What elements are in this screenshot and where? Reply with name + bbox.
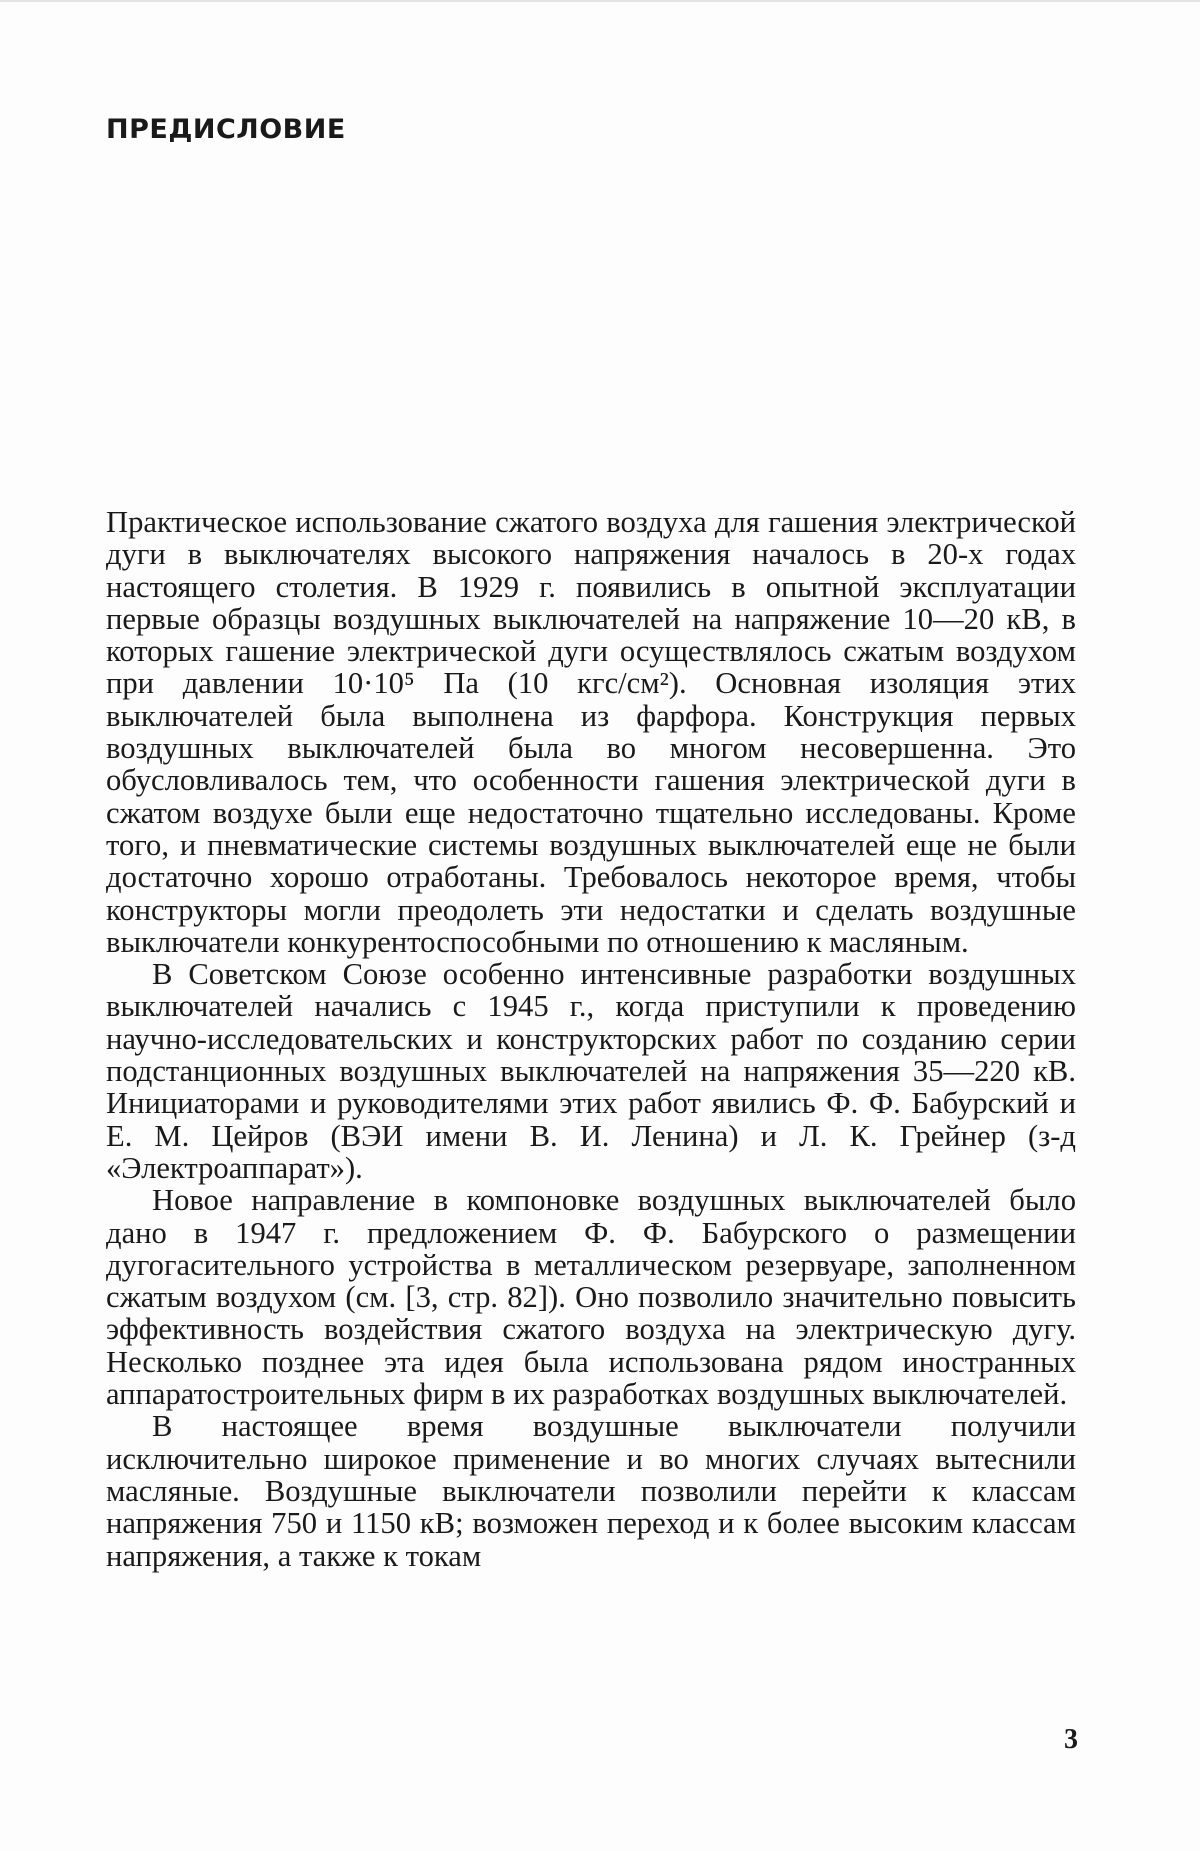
paragraph: В Советском Союзе особенно интенсивные разработки воздушных выключателей начались с 1945 г., когда приступили к проведению научно-исследовательских и конструкторских работ по созданию серии подстанционных воздушных выключателей на напряжения 35—220 кВ. Инициаторами и руководителями этих работ явились Ф. Ф. Бабурский и Е. М. Цейров (ВЭИ имени В. И. Ленина) и Л. К. Грейнер (з-д «Электроаппарат»).	[106, 957, 1076, 1185]
paragraph: Новое направление в компоновке воздушных выключателей было дано в 1947 г. предложением Ф. Ф. Бабурского о размещении дугогасительного устройства в металлическом резервуаре, заполненном сжатым воздухом (см. [3, стр. 82]). Оно позволило значительно повысить эффективность воздействия сжатого воздуха на электрическую дугу. Несколько позднее эта идея была использована рядом иностранных аппаратостроительных фирм в их разработках воздушных выключателей.	[106, 1183, 1076, 1412]
page-heading: ПРЕДИСЛОВИЕ	[106, 114, 346, 145]
paragraph: Практическое использование сжатого воздуха для гашения электрической дуги в выключателях высокого напряжения началось в 20-х годах настоящего столетия. В 1929 г. появились в опытной эксплуатации первые образцы воздушных выключателей на напряжение 10—20 кВ, в которых гашение электрической дуги осуществлялось сжатым воздухом при давлении 10·10⁵ Па (10 кгс/см²). Основная изоляция этих выключателей была выполнена из фарфора. Конструкция первых воздушных выключателей была во многом несовершенна. Это обусловливалось тем, что особенности гашения электрической дуги в сжатом воздухе были еще недостаточно тщательно исследованы. Кроме того, и пневматические системы воздушных выключателей еще не были достаточно хорошо отработаны. Требовалось некоторое время, чтобы конструкторы могли преодолеть эти недостатки и сделать воздушные выключатели конкурентоспособными по отношению к масляным.	[106, 505, 1076, 959]
page-number: 3	[1064, 1724, 1078, 1755]
paragraph: В настоящее время воздушные выключатели получили исключительно широкое применение и во многих случаях вытеснили масляные. Воздушные выключатели позволили перейти к классам напряжения 750 и 1150 кВ; возможен переход и к более высоким классам напряжения, а также к токам	[106, 1409, 1076, 1573]
body-text	[106, 506, 1076, 1572]
